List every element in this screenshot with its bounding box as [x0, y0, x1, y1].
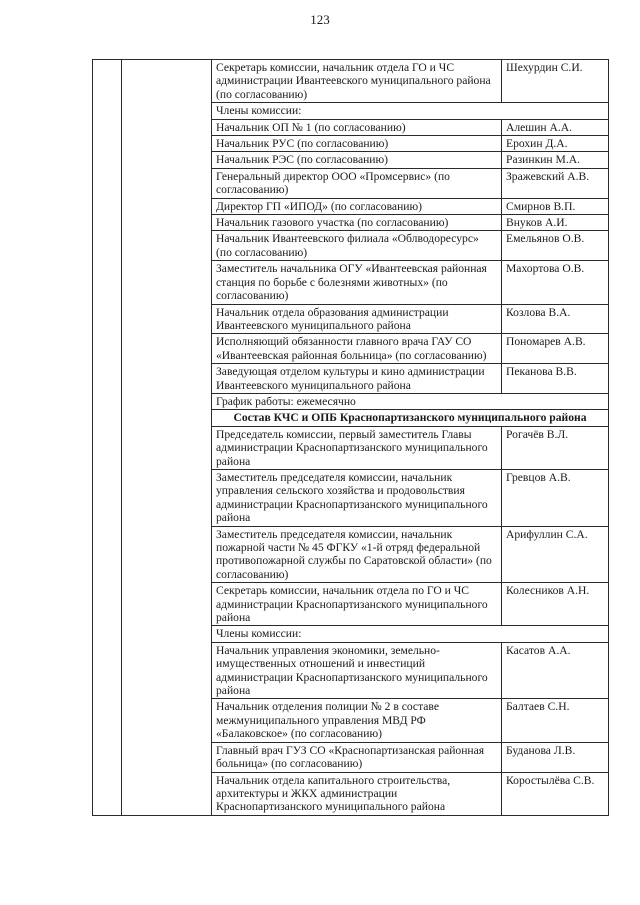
member-position: Заместитель начальника ОГУ «Ивантеевская районная станция по борьбе с болезнями животных» (по согласованию): [212, 261, 502, 304]
row-label: Члены комиссии:: [212, 626, 609, 642]
member-name: Емельянов О.В.: [502, 231, 609, 261]
member-name: Пономарев А.В.: [502, 334, 609, 364]
member-position: Начальник отдела капитального строительства, архитектуры и ЖКХ администрации Краснопартизанского муниципального района: [212, 772, 502, 815]
second-empty-column: [122, 60, 212, 816]
member-name: Махортова О.В.: [502, 261, 609, 304]
page-number: 123: [310, 12, 330, 27]
member-name: Колесников А.Н.: [502, 583, 609, 626]
member-position: Главный врач ГУЗ СО «Краснопартизанская районная больница» (по согласованию): [212, 742, 502, 772]
member-position: Начальник Ивантеевского филиала «Облводоресурс» (по согласованию): [212, 231, 502, 261]
member-position: Заместитель председателя комиссии, начальник пожарной части № 45 ФГКУ «1-й отряд федеральной противопожарной службы по Саратовской области» (по согласованию): [212, 526, 502, 583]
member-name: Гревцов А.В.: [502, 469, 609, 526]
commission-table: [92, 59, 609, 816]
member-position: Начальник отделения полиции № 2 в составе межмуниципального управления МВД РФ «Балаковское» (по согласованию): [212, 699, 502, 742]
member-name: Касатов А.А.: [502, 642, 609, 699]
member-name: Внуков А.И.: [502, 215, 609, 231]
member-row: [93, 60, 609, 103]
member-name: Рогачёв В.Л.: [502, 426, 609, 469]
member-position: Начальник РУС (по согласованию): [212, 136, 502, 152]
member-name: Разинкин М.А.: [502, 152, 609, 168]
member-position: Начальник газового участка (по согласованию): [212, 215, 502, 231]
member-position: Председатель комиссии, первый заместитель Главы администрации Краснопартизанского муниципального района: [212, 426, 502, 469]
member-position: Начальник ОП № 1 (по согласованию): [212, 119, 502, 135]
member-name: Алешин А.А.: [502, 119, 609, 135]
member-name: Зражевский А.В.: [502, 168, 609, 198]
row-label: График работы: ежемесячно: [212, 393, 609, 409]
section-title: Состав КЧС и ОПБ Краснопартизанского муниципального района: [212, 410, 609, 426]
member-name: Смирнов В.П.: [502, 198, 609, 214]
member-name: Арифуллин С.А.: [502, 526, 609, 583]
left-empty-column: [93, 60, 122, 816]
member-name: Ерохин Д.А.: [502, 136, 609, 152]
member-position: Начальник отдела образования администрации Ивантеевского муниципального района: [212, 304, 502, 334]
member-position: Генеральный директор ООО «Промсервис» (по согласованию): [212, 168, 502, 198]
member-name: Буданова Л.В.: [502, 742, 609, 772]
member-position: Начальник РЭС (по согласованию): [212, 152, 502, 168]
member-position: Директор ГП «ИПОД» (по согласованию): [212, 198, 502, 214]
member-position: Секретарь комиссии, начальник отдела ГО и ЧС администрации Ивантеевского муниципального района (по согласованию): [212, 60, 502, 103]
row-label: Члены комиссии:: [212, 103, 609, 119]
member-name: Шехурдин С.И.: [502, 60, 609, 103]
commission-table-body: [93, 60, 609, 816]
member-name: Балтаев С.Н.: [502, 699, 609, 742]
member-name: Козлова В.А.: [502, 304, 609, 334]
member-position: Заведующая отделом культуры и кино администрации Ивантеевского муниципального района: [212, 364, 502, 394]
member-position: Заместитель председателя комиссии, начальник управления сельского хозяйства и продовольствия администрации Краснопартизанского муниципального района: [212, 469, 502, 526]
member-name: Коростылёва С.В.: [502, 772, 609, 815]
member-position: Секретарь комиссии, начальник отдела по ГО и ЧС администрации Краснопартизанского муниципального района: [212, 583, 502, 626]
member-name: Пеканова В.В.: [502, 364, 609, 394]
member-position: Исполняющий обязанности главного врача ГАУ СО «Ивантеевская районная больница» (по согласованию): [212, 334, 502, 364]
member-position: Начальник управления экономики, земельно-имущественных отношений и инвестиций администрации Краснопартизанского муниципального района: [212, 642, 502, 699]
